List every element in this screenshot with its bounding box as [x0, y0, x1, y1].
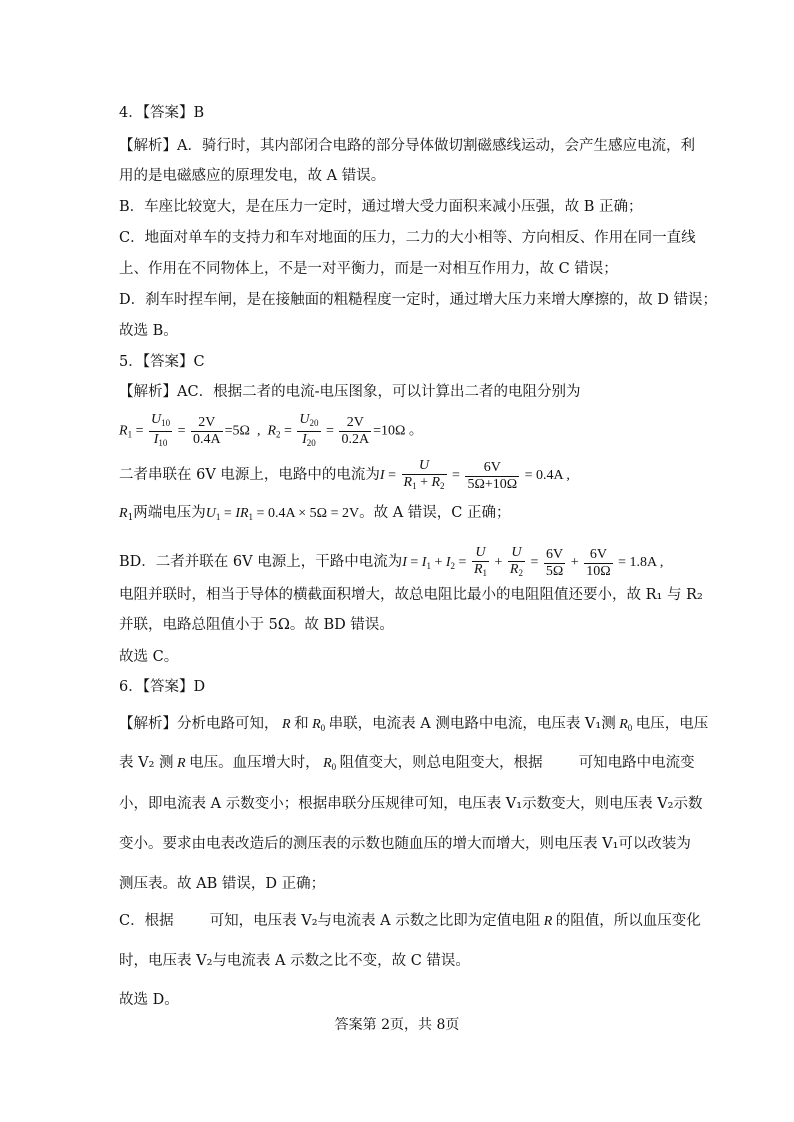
q5-r1-voltage: $R_1$两端电压为$U_1 = IR_1 = 0.4A \times 5\Omega = 2V$。故 A 错误，C 正确； — [119, 505, 511, 523]
q4-heading: 4．【答案】B — [119, 105, 205, 121]
q4-analysis-line-5: 上、作用在不同物体上，不是一对平衡力，而是一对相互作用力，故 C 错误； — [119, 261, 618, 277]
q6-conclusion: 故选 D。 — [119, 992, 179, 1008]
q6-analysis-line-1: 【解析】分析电路可知， R 和 $R_0$ 串联，电流表 A 测电路中电流，电压表 V₁测 $R_0$ 电压，电压 — [119, 716, 709, 733]
q6-analysis-line-3: 小，即电流表 A 示数变小；根据串联分压规律可知，电压表 V₁示数变大，则电压表 V₂示数 — [119, 796, 703, 812]
q5-series-current: 二者串联在 6V 电源上，电路中的电流为I = $\frac{U}{R_1 + R_2}$ = $\frac{6V}{5\Omega+10\Omega}$ = 0.4A , — [119, 458, 570, 492]
q6-analysis-line-6: C．根据 可知，电压表 V₂与电流表 A 示数之比即为定值电阻 R 的阻值，所以血压变化 — [119, 913, 701, 929]
q5-conclusion: 故选 C。 — [119, 649, 179, 665]
q5-parallel-current: BD．二者并联在 6V 电源上，干路中电流为$I = I_1 + I_2$ = $\frac{U}{R_1}$ + $\frac{U}{R_2}$ = $\frac{6V}{5\Omega}$ + $\frac{6V}{10\Omega}$ = 1.8A , — [119, 545, 664, 579]
q5-analysis-line-7: 并联，电路总阻值小于 5Ω。故 BD 错误。 — [119, 617, 394, 633]
q4-analysis-line-6: D．刹车时捏车闸，是在接触面的粗糙程度一定时，通过增大压力来增大摩擦的，故 D 错误； — [119, 292, 717, 308]
q4-analysis-line-1: 【解析】A．骑行时，其内部闭合电路的部分导体做切割磁感线运动，会产生感应电流，利 — [119, 138, 695, 154]
page-footer: 答案第 2页，共 8页 — [334, 1017, 460, 1033]
q5-analysis-line-1: 【解析】AC．根据二者的电流-电压图象，可以计算出二者的电阻分别为 — [119, 384, 581, 400]
q4-conclusion: 故选 B。 — [119, 323, 178, 339]
q6-analysis-line-4: 变小。要求由电表改造后的测压表的示数也随血压的增大而增大，则电压表 V₁可以改装为 — [119, 836, 691, 852]
q4-analysis-line-4: C．地面对单车的支持力和车对地面的压力，二力的大小相等、方向相反、作用在同一直线 — [119, 230, 696, 246]
q6-analysis-line-7: 时，电压表 V₂与电流表 A 示数之比不变，故 C 错误。 — [119, 953, 470, 969]
q4-analysis-line-2: 用的是电磁感应的原理发电，故 A 错误。 — [119, 168, 386, 184]
q5-resistance-equations: $R_1$ = $\frac{U_{10}}{I_{10}}$ = $\frac{2V}{0.4A}$ =5Ω , $R_2$ = $\frac{U_{20}}{I_{20}}$ = $\frac{2V}{0.2A}$ =10Ω 。 — [119, 412, 423, 448]
q5-analysis-line-6: 电阻并联时，相当于导体的横截面积增大，故总电阻比最小的电阻阻值还要小，故 R₁ 与 R₂ — [119, 587, 703, 603]
q6-analysis-line-2: 表 V₂ 测 R 电压。血压增大时， $R_0$ 阻值变大，则总电阻变大，根据 可知电路中电流变 — [119, 755, 695, 772]
q6-heading: 6．【答案】D — [119, 679, 206, 695]
q6-analysis-line-5: 测压表。故 AB 错误，D 正确； — [119, 876, 326, 892]
q4-analysis-line-3: B．车座比较宽大，是在压力一定时，通过增大受力面积来减小压强，故 B 正确； — [119, 199, 643, 215]
q5-heading: 5．【答案】C — [119, 354, 205, 370]
